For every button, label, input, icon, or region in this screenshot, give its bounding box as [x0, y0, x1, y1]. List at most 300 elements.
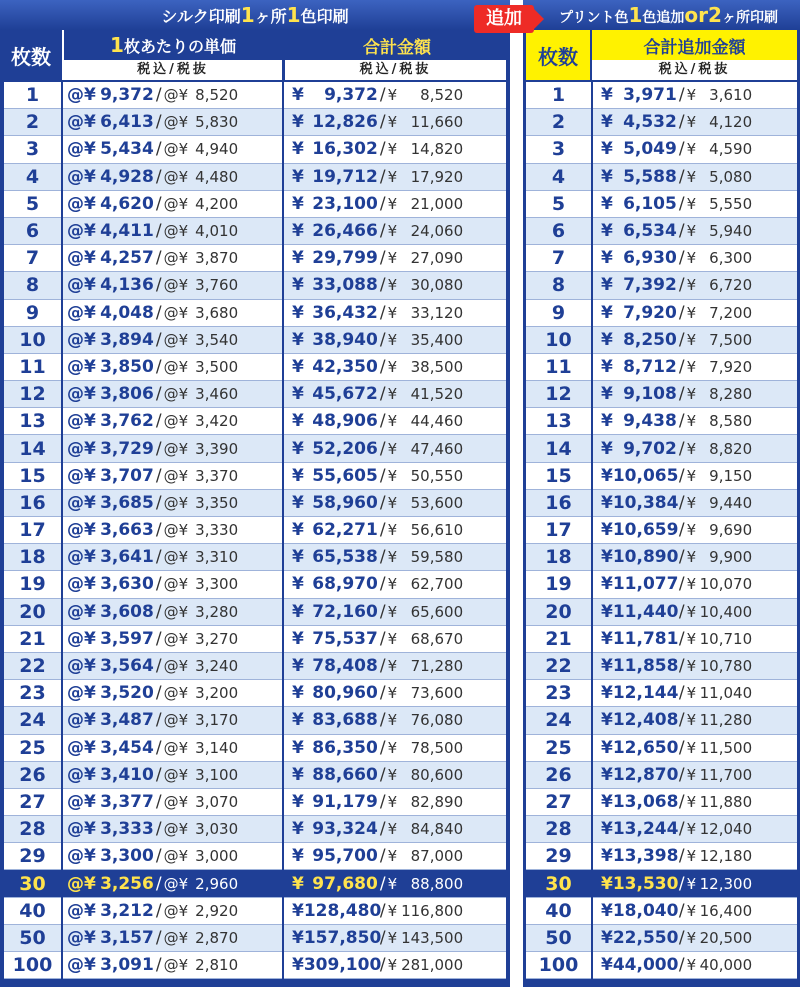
currency-symbol: @¥ — [67, 302, 96, 323]
qty-cell: 7 — [4, 245, 62, 272]
price-tax-ex: 88,800 — [410, 874, 464, 893]
price-tax-in: 11,440 — [612, 601, 679, 622]
table-row — [4, 299, 506, 326]
price-tax-in: 48,906 — [312, 411, 378, 432]
slash-separator: / — [379, 764, 386, 785]
qty-cell: 18 — [526, 544, 592, 571]
table-row — [4, 571, 506, 598]
currency-symbol: ¥ — [601, 248, 613, 269]
table-row — [526, 435, 797, 462]
price-tax-in: 12,144 — [612, 683, 679, 704]
currency-symbol: ¥ — [387, 140, 398, 159]
table-row — [526, 707, 797, 734]
currency-symbol: @¥ — [163, 194, 189, 213]
slash-separator: / — [379, 846, 386, 867]
price-tax-ex: 3,760 — [195, 276, 239, 295]
currency-symbol: ¥ — [601, 683, 613, 704]
slash-separator: / — [678, 873, 685, 894]
unit-header-text: 枚あたりの単価 — [123, 36, 236, 56]
title-text-c: 色印刷 — [300, 7, 349, 26]
table-row — [4, 272, 506, 299]
qty-cell: 10 — [526, 326, 592, 353]
price-tax-in: 9,438 — [623, 411, 677, 432]
total-price-cell — [283, 924, 506, 951]
currency-symbol: ¥ — [601, 356, 613, 377]
currency-symbol: ¥ — [601, 873, 613, 894]
price-tax-in: 75,537 — [312, 628, 378, 649]
price-tax-ex: 4,120 — [709, 113, 753, 132]
slash-separator: / — [155, 900, 162, 921]
currency-symbol: @¥ — [67, 329, 96, 350]
slash-separator: / — [678, 384, 685, 405]
slash-separator: / — [379, 329, 386, 350]
currency-symbol: ¥ — [292, 465, 304, 486]
price-tax-ex: 3,030 — [195, 820, 239, 839]
currency-symbol: @¥ — [163, 548, 189, 567]
qty-cell: 1 — [4, 82, 62, 109]
table-row — [526, 897, 797, 924]
slash-separator: / — [155, 193, 162, 214]
price-tax-in: 309,100 — [303, 955, 382, 976]
price-tax-ex: 47,460 — [410, 439, 464, 458]
currency-symbol: ¥ — [686, 657, 697, 676]
total-price-cell — [283, 353, 506, 380]
price-tax-ex: 143,500 — [401, 928, 464, 947]
price-tax-in: 6,105 — [623, 193, 677, 214]
table-row — [4, 952, 506, 979]
qty-cell: 22 — [526, 652, 592, 679]
currency-symbol: ¥ — [387, 303, 398, 322]
table-row — [4, 353, 506, 380]
currency-symbol: ¥ — [601, 166, 613, 187]
price-tax-ex: 9,440 — [709, 493, 753, 512]
qty-cell: 29 — [526, 843, 592, 870]
price-tax-ex: 84,840 — [410, 820, 464, 839]
currency-symbol: ¥ — [292, 411, 304, 432]
currency-symbol: ¥ — [601, 520, 613, 541]
currency-symbol: ¥ — [292, 112, 304, 133]
price-tax-ex: 281,000 — [401, 956, 464, 975]
additional-price-cell — [592, 952, 797, 979]
price-tax-in: 5,588 — [623, 166, 677, 187]
currency-symbol: @¥ — [163, 412, 189, 431]
currency-symbol: ¥ — [601, 574, 613, 595]
additional-price-cell — [592, 761, 797, 788]
slash-separator: / — [155, 846, 162, 867]
currency-symbol: @¥ — [67, 248, 96, 269]
currency-symbol: ¥ — [387, 521, 398, 540]
qty-cell: 20 — [526, 598, 592, 625]
qty-cell: 24 — [526, 707, 592, 734]
slash-separator: / — [678, 85, 685, 106]
table-row — [4, 816, 506, 843]
qty-cell: 7 — [526, 245, 592, 272]
price-tax-ex: 8,580 — [709, 412, 753, 431]
currency-symbol: @¥ — [67, 927, 96, 948]
slash-separator: / — [678, 656, 685, 677]
currency-symbol: @¥ — [163, 901, 189, 920]
price-tax-in: 3,597 — [100, 628, 154, 649]
price-tax-ex: 4,200 — [195, 194, 239, 213]
additional-price-cell — [592, 217, 797, 244]
price-tax-ex: 3,870 — [195, 249, 239, 268]
currency-symbol: @¥ — [67, 683, 96, 704]
qty-cell: 2 — [526, 109, 592, 136]
slash-separator: / — [678, 411, 685, 432]
price-tax-in: 3,971 — [623, 85, 677, 106]
slash-separator: / — [379, 384, 386, 405]
price-tax-in: 45,672 — [312, 384, 378, 405]
price-tax-in: 65,538 — [312, 547, 378, 568]
price-tax-in: 7,920 — [623, 302, 677, 323]
slash-separator: / — [379, 873, 386, 894]
currency-symbol: ¥ — [601, 411, 613, 432]
additional-price-cell — [592, 843, 797, 870]
price-tax-in: 33,088 — [312, 275, 378, 296]
qty-cell: 28 — [526, 816, 592, 843]
unit-price-header — [64, 30, 282, 60]
currency-symbol: ¥ — [601, 547, 613, 568]
table-row — [4, 190, 506, 217]
currency-symbol: @¥ — [163, 956, 189, 975]
currency-symbol: @¥ — [67, 873, 96, 894]
table-row — [4, 109, 506, 136]
currency-symbol: @¥ — [67, 384, 96, 405]
currency-symbol: ¥ — [686, 140, 697, 159]
slash-separator: / — [379, 112, 386, 133]
qty-cell: 40 — [4, 897, 62, 924]
total-price-cell — [283, 381, 506, 408]
currency-symbol: ¥ — [601, 112, 613, 133]
currency-symbol: ¥ — [292, 166, 304, 187]
price-tax-ex: 2,810 — [195, 956, 239, 975]
slash-separator: / — [155, 275, 162, 296]
price-tax-ex: 41,520 — [410, 385, 464, 404]
price-tax-in: 5,434 — [100, 139, 154, 160]
slash-separator: / — [678, 574, 685, 595]
right-title-num-1: 1 — [628, 3, 643, 27]
qty-cell: 4 — [4, 163, 62, 190]
currency-symbol: ¥ — [292, 628, 304, 649]
price-tax-ex: 38,500 — [410, 357, 464, 376]
slash-separator: / — [379, 656, 386, 677]
slash-separator: / — [678, 166, 685, 187]
total-price-cell — [283, 897, 506, 924]
price-tax-ex: 8,520 — [420, 86, 464, 105]
price-tax-ex: 8,520 — [195, 86, 239, 105]
slash-separator: / — [678, 112, 685, 133]
price-tax-in: 3,157 — [100, 927, 154, 948]
table-row — [526, 489, 797, 516]
price-tax-ex: 3,000 — [195, 847, 239, 866]
currency-symbol: ¥ — [292, 492, 304, 513]
unit-header-num: 1 — [110, 33, 124, 57]
slash-separator: / — [155, 85, 162, 106]
unit-price-cell — [62, 870, 283, 897]
qty-cell: 28 — [4, 816, 62, 843]
currency-symbol: ¥ — [387, 928, 398, 947]
slash-separator: / — [379, 927, 386, 948]
price-tax-in: 4,532 — [623, 112, 677, 133]
price-tax-ex: 12,300 — [699, 874, 753, 893]
total-price-cell — [283, 598, 506, 625]
right-title — [523, 0, 800, 30]
price-tax-ex: 5,080 — [709, 167, 753, 186]
qty-cell: 10 — [4, 326, 62, 353]
price-tax-ex: 3,500 — [195, 357, 239, 376]
price-tax-ex: 11,040 — [699, 684, 753, 703]
currency-symbol: @¥ — [163, 113, 189, 132]
currency-symbol: ¥ — [601, 764, 613, 785]
slash-separator: / — [678, 846, 685, 867]
price-tax-ex: 4,010 — [195, 222, 239, 241]
currency-symbol: ¥ — [601, 656, 613, 677]
currency-symbol: ¥ — [601, 846, 613, 867]
currency-symbol: ¥ — [601, 85, 613, 106]
currency-symbol: @¥ — [163, 711, 189, 730]
price-tax-ex: 3,610 — [709, 86, 753, 105]
qty-cell: 16 — [4, 489, 62, 516]
total-price-cell — [283, 435, 506, 462]
price-tax-ex: 3,680 — [195, 303, 239, 322]
currency-symbol: ¥ — [292, 329, 304, 350]
currency-symbol: ¥ — [387, 548, 398, 567]
currency-symbol: ¥ — [686, 901, 697, 920]
qty-cell: 9 — [526, 299, 592, 326]
qty-cell: 2 — [4, 109, 62, 136]
price-tax-in: 22,550 — [612, 927, 679, 948]
table-row — [526, 788, 797, 815]
price-tax-in: 9,372 — [324, 85, 378, 106]
price-tax-ex: 4,590 — [709, 140, 753, 159]
price-tax-ex: 71,280 — [410, 657, 464, 676]
qty-cell: 23 — [4, 680, 62, 707]
table-row — [526, 462, 797, 489]
price-tax-ex: 24,060 — [410, 222, 464, 241]
currency-symbol: ¥ — [686, 548, 697, 567]
price-tax-in: 42,350 — [312, 356, 378, 377]
price-tax-ex: 76,080 — [410, 711, 464, 730]
currency-symbol: @¥ — [163, 466, 189, 485]
currency-symbol: ¥ — [686, 412, 697, 431]
table-row — [4, 462, 506, 489]
currency-symbol: ¥ — [387, 466, 398, 485]
title-text-a: シルク印刷 — [161, 7, 241, 26]
slash-separator: / — [678, 900, 685, 921]
slash-separator: / — [379, 275, 386, 296]
currency-symbol: ¥ — [686, 820, 697, 839]
table-row — [526, 190, 797, 217]
price-tax-ex: 35,400 — [410, 330, 464, 349]
slash-separator: / — [155, 248, 162, 269]
currency-symbol: @¥ — [67, 112, 96, 133]
slash-separator: / — [678, 193, 685, 214]
qty-cell: 14 — [4, 435, 62, 462]
currency-symbol: ¥ — [601, 139, 613, 160]
slash-separator: / — [155, 520, 162, 541]
currency-symbol: @¥ — [163, 385, 189, 404]
currency-symbol: ¥ — [387, 86, 398, 105]
price-tax-in: 3,762 — [100, 411, 154, 432]
qty-cell: 12 — [4, 381, 62, 408]
price-tax-ex: 59,580 — [410, 548, 464, 567]
qty-cell: 19 — [4, 571, 62, 598]
currency-symbol: ¥ — [387, 684, 398, 703]
price-tax-ex: 3,460 — [195, 385, 239, 404]
slash-separator: / — [155, 547, 162, 568]
table-row — [526, 544, 797, 571]
price-tax-in: 10,384 — [612, 492, 679, 513]
table-row — [4, 680, 506, 707]
price-tax-ex: 16,400 — [699, 901, 753, 920]
price-tax-in: 4,136 — [100, 275, 154, 296]
currency-symbol: ¥ — [292, 193, 304, 214]
price-tax-ex: 65,600 — [410, 602, 464, 621]
qty-cell: 6 — [4, 217, 62, 244]
slash-separator: / — [155, 384, 162, 405]
price-tax-ex: 82,890 — [410, 792, 464, 811]
price-tax-in: 6,930 — [623, 248, 677, 269]
currency-symbol: ¥ — [601, 302, 613, 323]
unit-price-cell — [62, 571, 283, 598]
slash-separator: / — [678, 275, 685, 296]
price-tax-in: 3,377 — [100, 791, 154, 812]
currency-symbol: @¥ — [163, 820, 189, 839]
price-tax-in: 10,065 — [612, 465, 679, 486]
table-row — [526, 843, 797, 870]
currency-symbol: @¥ — [67, 791, 96, 812]
price-tax-ex: 3,280 — [195, 602, 239, 621]
qty-cell: 29 — [4, 843, 62, 870]
slash-separator: / — [379, 574, 386, 595]
total-price-cell — [283, 761, 506, 788]
slash-separator: / — [379, 248, 386, 269]
currency-symbol: @¥ — [163, 493, 189, 512]
table-row — [526, 952, 797, 979]
price-tax-ex: 3,300 — [195, 575, 239, 594]
price-tax-in: 10,659 — [612, 520, 679, 541]
total-price-cell — [283, 326, 506, 353]
unit-price-cell — [62, 680, 283, 707]
currency-symbol: ¥ — [686, 792, 697, 811]
price-tax-in: 3,091 — [100, 955, 154, 976]
price-tax-in: 62,271 — [312, 520, 378, 541]
currency-symbol: @¥ — [163, 357, 189, 376]
price-tax-ex: 62,700 — [410, 575, 464, 594]
currency-symbol: ¥ — [387, 657, 398, 676]
unit-price-cell — [62, 299, 283, 326]
qty-cell: 23 — [526, 680, 592, 707]
currency-symbol: ¥ — [387, 602, 398, 621]
currency-symbol: @¥ — [163, 222, 189, 241]
additional-price-cell — [592, 190, 797, 217]
unit-price-cell — [62, 163, 283, 190]
qty-cell: 22 — [4, 652, 62, 679]
currency-symbol: ¥ — [292, 85, 304, 106]
qty-cell: 9 — [4, 299, 62, 326]
currency-symbol: ¥ — [601, 492, 613, 513]
table-row — [526, 381, 797, 408]
unit-price-cell — [62, 489, 283, 516]
unit-price-cell — [62, 734, 283, 761]
currency-symbol: @¥ — [67, 275, 96, 296]
price-tax-in: 3,212 — [100, 900, 154, 921]
qty-cell: 13 — [526, 408, 592, 435]
price-tax-in: 12,826 — [312, 112, 378, 133]
slash-separator: / — [678, 302, 685, 323]
unit-price-cell — [62, 190, 283, 217]
table-row — [526, 353, 797, 380]
currency-symbol: ¥ — [686, 711, 697, 730]
slash-separator: / — [678, 764, 685, 785]
price-tax-in: 3,487 — [100, 710, 154, 731]
additional-price-cell — [592, 707, 797, 734]
slash-separator: / — [678, 465, 685, 486]
slash-separator: / — [155, 955, 162, 976]
table-row — [4, 544, 506, 571]
currency-symbol: @¥ — [67, 356, 96, 377]
price-tax-ex: 6,300 — [709, 249, 753, 268]
table-row — [526, 680, 797, 707]
price-tax-in: 97,680 — [312, 873, 378, 894]
currency-symbol: ¥ — [292, 438, 304, 459]
qty-cell: 25 — [526, 734, 592, 761]
qty-cell: 26 — [4, 761, 62, 788]
price-tax-in: 9,372 — [100, 85, 154, 106]
table-row — [4, 326, 506, 353]
price-tax-in: 3,410 — [100, 764, 154, 785]
currency-symbol: ¥ — [292, 656, 304, 677]
qty-cell: 15 — [526, 462, 592, 489]
table-row — [4, 761, 506, 788]
price-tax-ex: 11,700 — [699, 765, 753, 784]
currency-symbol: ¥ — [387, 874, 398, 893]
currency-symbol: @¥ — [67, 139, 96, 160]
table-row — [4, 843, 506, 870]
currency-symbol: ¥ — [686, 847, 697, 866]
price-tax-ex: 68,670 — [410, 629, 464, 648]
currency-symbol: ¥ — [387, 901, 398, 920]
additional-price-cell — [592, 734, 797, 761]
slash-separator: / — [155, 438, 162, 459]
slash-separator: / — [678, 356, 685, 377]
currency-symbol: ¥ — [686, 86, 697, 105]
price-tax-ex: 12,040 — [699, 820, 753, 839]
table-row — [526, 163, 797, 190]
price-tax-in: 9,702 — [623, 438, 677, 459]
unit-price-cell — [62, 843, 283, 870]
price-tax-ex: 3,270 — [195, 629, 239, 648]
slash-separator: / — [379, 193, 386, 214]
price-tax-ex: 80,600 — [410, 765, 464, 784]
qty-cell: 27 — [4, 788, 62, 815]
total-price-cell — [283, 952, 506, 979]
price-tax-ex: 10,710 — [699, 629, 753, 648]
slash-separator: / — [678, 737, 685, 758]
price-tax-in: 8,250 — [623, 329, 677, 350]
price-tax-ex: 3,240 — [195, 657, 239, 676]
slash-separator: / — [155, 492, 162, 513]
price-tax-ex: 33,120 — [410, 303, 464, 322]
currency-symbol: @¥ — [67, 900, 96, 921]
currency-symbol: @¥ — [163, 602, 189, 621]
currency-symbol: ¥ — [686, 249, 697, 268]
price-tax-in: 3,685 — [100, 492, 154, 513]
qty-cell: 13 — [4, 408, 62, 435]
currency-symbol: @¥ — [67, 819, 96, 840]
price-tax-ex: 20,500 — [699, 928, 753, 947]
price-tax-ex: 9,900 — [709, 548, 753, 567]
